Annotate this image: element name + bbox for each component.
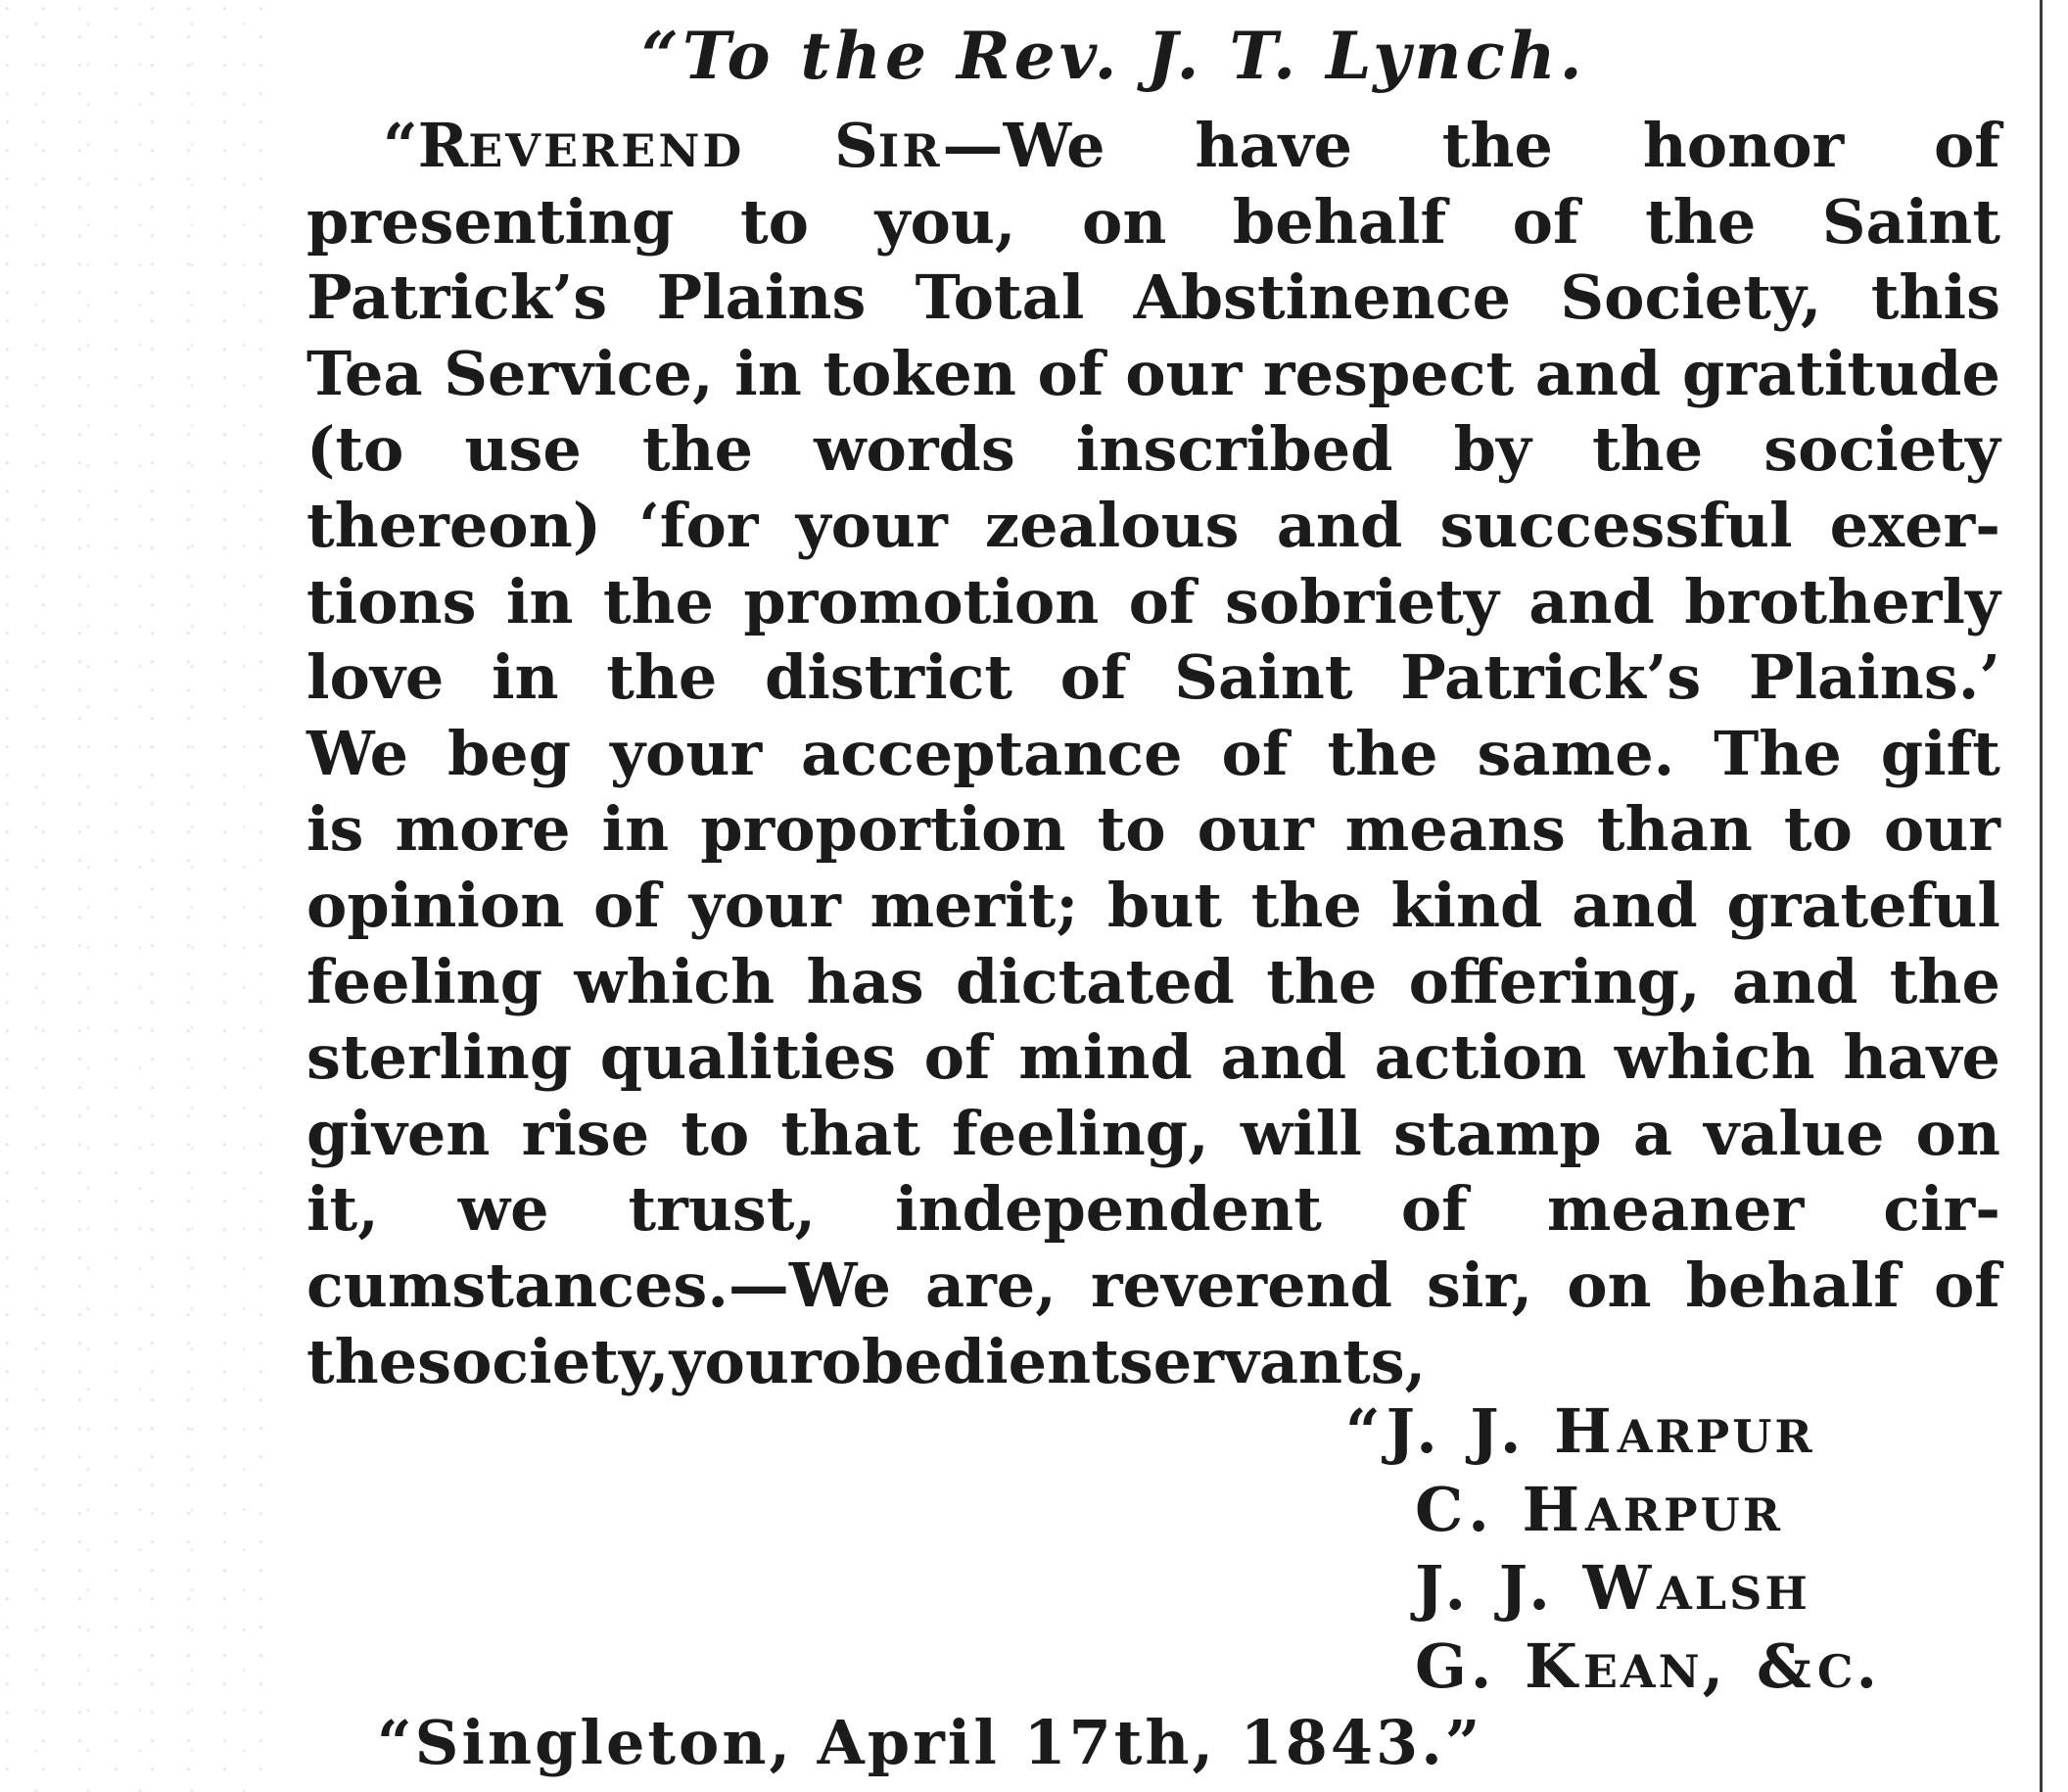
letter-word: presenting — [306, 185, 675, 258]
letter-line — [306, 411, 2000, 488]
letter-word: “REVEREND — [383, 110, 745, 181]
letter-word: and — [1276, 489, 1403, 561]
letter-word: but — [1106, 869, 1222, 941]
letter-line — [306, 336, 2000, 412]
letter-word: we — [457, 1173, 549, 1246]
letter-line — [306, 108, 2000, 184]
letter-word: cir- — [1883, 1173, 2000, 1246]
letter-line — [306, 1096, 2000, 1172]
letter-word: brotherly — [1684, 565, 2000, 637]
letter-word: are, — [924, 1249, 1057, 1321]
letter-word: promotion — [743, 565, 1100, 637]
letter-line — [306, 868, 2000, 944]
letter-word: your — [795, 489, 948, 561]
letter-word: that — [780, 1097, 920, 1169]
letter-word: of — [1128, 565, 1196, 637]
letter-word: kind — [1390, 869, 1543, 941]
letter-word: to — [681, 1097, 750, 1169]
letter-line — [306, 639, 2000, 716]
letter-word: trust, — [628, 1173, 817, 1246]
letter-word: the — [1266, 945, 1378, 1017]
letter-word: Patrick’s — [306, 261, 608, 334]
letter-word: to — [1097, 793, 1166, 866]
letter-word: the — [1327, 717, 1438, 789]
letter-word: given — [306, 1097, 491, 1169]
letter-word: in — [491, 641, 559, 714]
letter-word: opinion — [306, 869, 565, 941]
letter-word: have — [1843, 1021, 2000, 1094]
letter-word: on — [1915, 1097, 2000, 1169]
letter-word: thereon) — [306, 489, 602, 561]
letter-word: exer- — [1829, 489, 2000, 561]
letter-word: of — [1933, 1249, 2000, 1321]
letter-word: it, — [306, 1173, 379, 1246]
letter-word: dictated — [956, 945, 1235, 1017]
letter-word: a — [1632, 1097, 1673, 1169]
letter-word: Abstinence — [1133, 261, 1512, 334]
letter-word: your — [688, 869, 841, 941]
letter-word: of — [1059, 641, 1127, 714]
letter-word: Plains — [656, 261, 867, 334]
letter-word: token — [822, 337, 1016, 409]
letter-word: acceptance — [801, 717, 1183, 789]
letter-word: means — [1344, 793, 1566, 866]
letter-word: sir, — [1426, 1249, 1533, 1321]
letter-word: of — [1512, 185, 1579, 258]
column-rule — [2040, 0, 2043, 1792]
letter-word: Total — [915, 261, 1085, 334]
letter-word: by — [1453, 413, 1531, 486]
letter-word: meaner — [1546, 1173, 1805, 1246]
letter-word: (to — [306, 413, 404, 486]
letter-word: and — [1731, 945, 1858, 1017]
letter-word: value — [1704, 1097, 1885, 1169]
letter-word: in — [505, 565, 574, 637]
letter-line — [306, 488, 2000, 564]
letter-line — [306, 259, 2000, 336]
letter-line — [306, 184, 2000, 260]
letter-word: and — [1572, 869, 1698, 941]
letter-word: your — [610, 717, 763, 789]
letter-word: We — [306, 717, 409, 789]
dateline: “Singleton, April 17th, 1843.” — [377, 1707, 1483, 1778]
letter-word: Plains.’ — [1748, 641, 2000, 714]
letter-word: the — [606, 641, 718, 714]
letter-word: and — [1528, 565, 1655, 637]
letter-word: action — [1374, 1021, 1587, 1094]
letter-word: the — [1250, 869, 1362, 941]
letter-word: the — [1645, 185, 1757, 258]
letter-word: our — [1197, 793, 1314, 866]
letter-word: grateful — [1726, 869, 2000, 941]
letter-word: to — [739, 185, 809, 258]
letter-word: tions — [306, 565, 477, 637]
letter-line — [306, 791, 2000, 868]
letter-line — [306, 1324, 2000, 1400]
letter-word: inscribed — [1075, 413, 1393, 486]
letter-word: obedient — [821, 1325, 1119, 1397]
letter-word: of — [1221, 717, 1289, 789]
signatory-name: J. J. WALSH — [1415, 1552, 1810, 1624]
letter-line — [306, 1019, 2000, 1096]
letter-word: have — [1195, 110, 1353, 181]
letter-word: more — [395, 793, 571, 866]
letter-word: on — [1081, 185, 1167, 258]
letter-body — [306, 108, 2000, 1399]
letter-word: which — [1614, 1021, 1815, 1094]
letter-word: and — [1534, 337, 1662, 409]
letter-word: same. — [1477, 717, 1675, 789]
letter-word: offering, — [1408, 945, 1701, 1017]
letter-word: merit; — [870, 869, 1079, 941]
letter-word: the — [602, 565, 714, 637]
letter-word: your — [669, 1325, 822, 1397]
letter-word: Saint — [1174, 641, 1353, 714]
letter-word: gift — [1880, 717, 2000, 789]
letter-word: of — [1400, 1173, 1468, 1246]
letter-word: honor — [1642, 110, 1845, 181]
letter-word: you, — [874, 185, 1016, 258]
letter-line — [306, 716, 2000, 792]
letter-word: rise — [521, 1097, 650, 1169]
letter-word: will — [1240, 1097, 1362, 1169]
letter-word: servants, — [1118, 1325, 1427, 1397]
letter-word: Tea — [306, 337, 423, 409]
letter-word: respect — [1262, 337, 1515, 409]
letter-word: independent — [895, 1173, 1322, 1246]
letter-heading: “To the Rev. J. T. Lynch. — [641, 18, 1586, 94]
letter-word: which — [574, 945, 776, 1017]
letter-word: society, — [417, 1325, 670, 1397]
letter-word: and — [1220, 1021, 1347, 1094]
letter-word: society — [1763, 413, 2000, 486]
letter-word: proportion — [700, 793, 1066, 866]
letter-word: beg — [446, 717, 572, 789]
letter-word: of — [923, 1021, 991, 1094]
letter-word: to — [1783, 793, 1853, 866]
letter-word: than — [1596, 793, 1753, 866]
letter-word: reverend — [1090, 1249, 1392, 1321]
letter-word: Service, — [444, 337, 714, 409]
signatory-name: “J. J. HARPUR — [1345, 1395, 1815, 1467]
letter-word: the — [641, 413, 754, 486]
letter-word: behalf — [1685, 1249, 1900, 1321]
letter-word: feeling — [306, 945, 543, 1017]
letter-word: The — [1714, 717, 1842, 789]
signatory-name: G. KEAN, &C. — [1415, 1630, 1884, 1702]
letter-word: of — [1037, 337, 1104, 409]
letter-word: on — [1567, 1249, 1652, 1321]
letter-word: sobriety — [1224, 565, 1499, 637]
letter-line — [306, 1248, 2000, 1324]
letter-word: cumstances.—We — [306, 1249, 891, 1321]
letter-word: of — [1933, 110, 2000, 181]
letter-word: of — [592, 869, 661, 941]
letter-word: the — [1441, 110, 1553, 181]
letter-line — [306, 1171, 2000, 1248]
letter-word: the — [306, 1325, 418, 1397]
letter-word: is — [306, 793, 364, 866]
letter-word: gratitude — [1682, 337, 2000, 409]
letter-word: our — [1883, 793, 2000, 866]
letter-word: love — [306, 641, 445, 714]
letter-word: SIR—We — [834, 110, 1105, 181]
letter-word: Patrick’s — [1400, 641, 1702, 714]
letter-word: Saint — [1821, 185, 2000, 258]
letter-word: this — [1870, 261, 2000, 334]
letter-word: Society, — [1560, 261, 1822, 334]
signatory-name: C. HARPUR — [1415, 1474, 1783, 1545]
letter-word: district — [764, 641, 1013, 714]
letter-word: successful — [1439, 489, 1793, 561]
letter-word: in — [734, 337, 802, 409]
letter-word: in — [601, 793, 670, 866]
paper-texture — [0, 0, 294, 1792]
letter-word: zealous — [984, 489, 1240, 561]
letter-line — [306, 564, 2000, 640]
letter-line — [306, 944, 2000, 1020]
letter-word: stamp — [1393, 1097, 1602, 1169]
letter-word: use — [464, 413, 582, 486]
letter-word: words — [814, 413, 1015, 486]
letter-word: our — [1125, 337, 1243, 409]
letter-word: qualities — [599, 1021, 897, 1094]
letter-word: the — [1889, 945, 2000, 1017]
letter-word: the — [1592, 413, 1704, 486]
letter-word: mind — [1018, 1021, 1193, 1094]
letter-word: behalf — [1232, 185, 1447, 258]
letter-word: feeling, — [952, 1097, 1209, 1169]
letter-word: ‘for — [638, 489, 759, 561]
signatory-list — [1346, 1392, 1973, 1706]
letter-word: has — [806, 945, 924, 1017]
letter-word: sterling — [306, 1021, 573, 1094]
